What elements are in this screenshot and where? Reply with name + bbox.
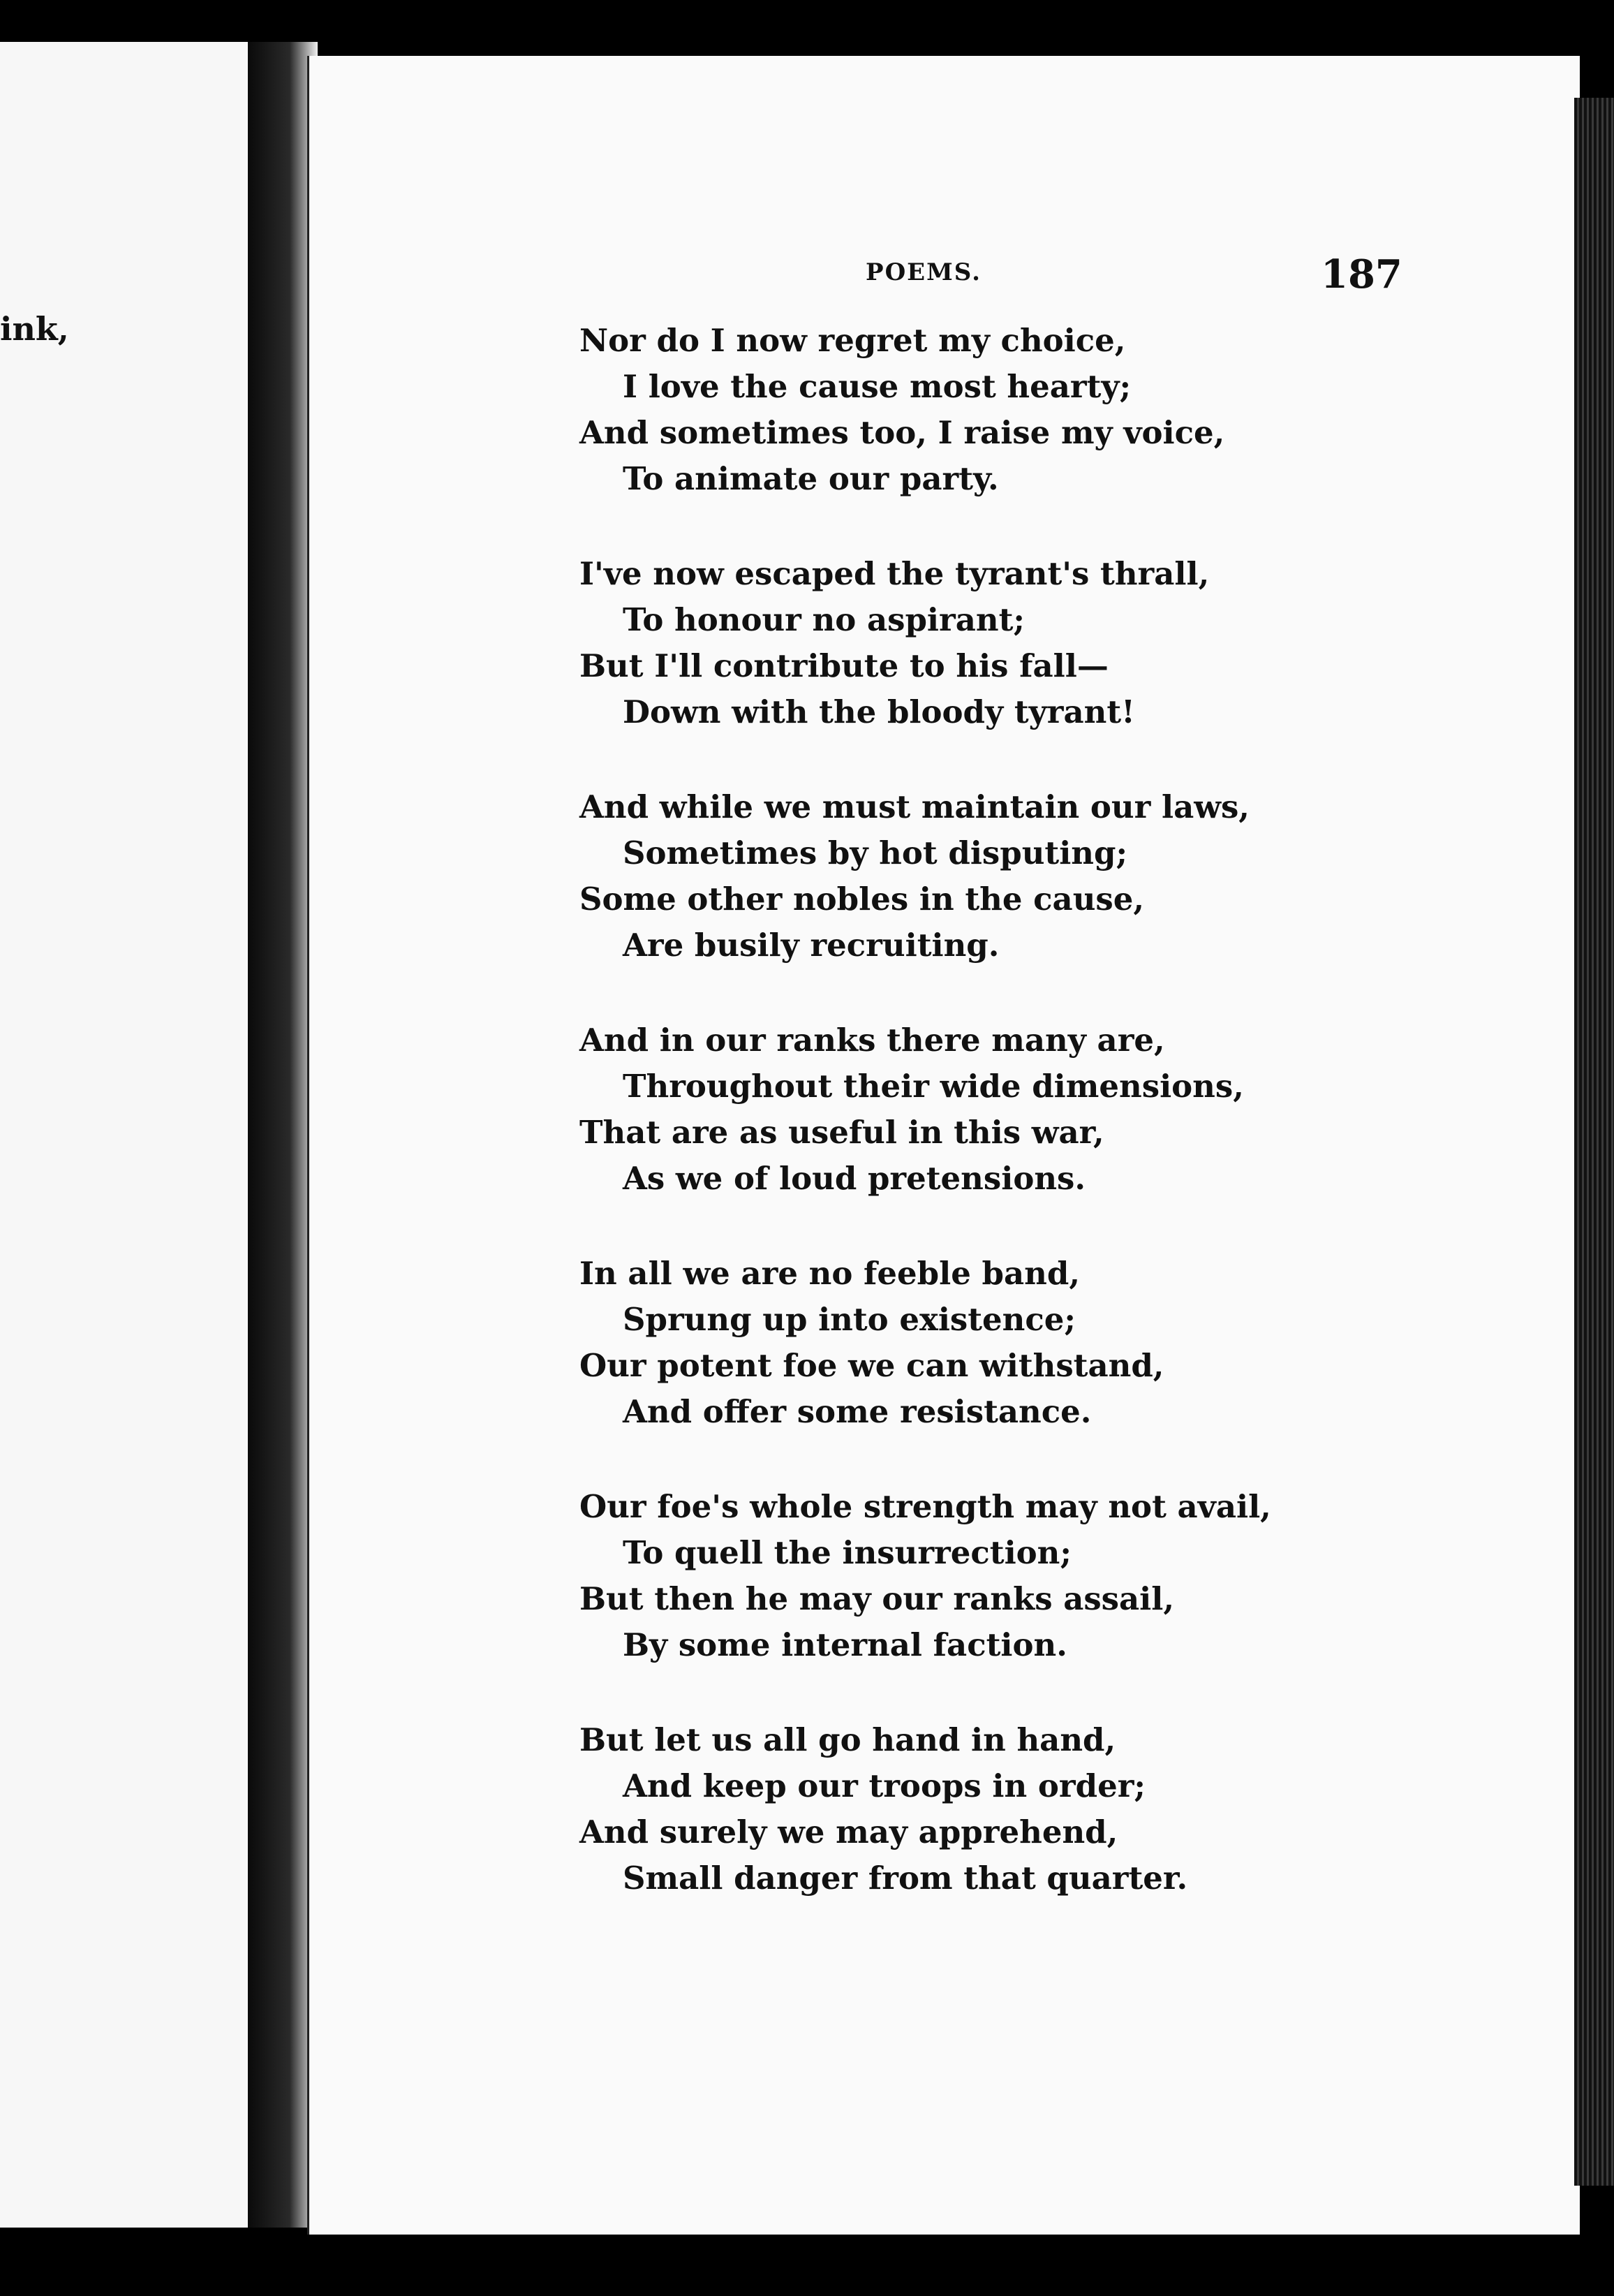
- poem-line: To quell the insurrection;: [623, 1534, 1072, 1571]
- poem-line: Sprung up into existence;: [623, 1301, 1076, 1338]
- poem-line: Are busily recruiting.: [623, 927, 1000, 964]
- poem-line: And while we must maintain our laws,: [579, 788, 1250, 825]
- poem-line: And offer some resistance.: [623, 1393, 1092, 1430]
- stanza: [579, 318, 1557, 502]
- poem-line: To honour no aspirant;: [623, 601, 1025, 638]
- poem-line: I love the cause most hearty;: [623, 368, 1132, 405]
- poem-line: To animate our party.: [623, 460, 999, 497]
- poem-line: By some internal faction.: [623, 1626, 1067, 1663]
- page-edges: [1574, 98, 1614, 2186]
- poem-line: That are as useful in this war,: [579, 1114, 1104, 1151]
- poem-line: As we of loud pretensions.: [623, 1160, 1086, 1197]
- poem-line: In all we are no feeble band,: [579, 1255, 1080, 1292]
- stanza: [579, 1484, 1557, 1668]
- running-title: POEMS.: [866, 258, 982, 286]
- poem-line: Our potent foe we can withstand,: [579, 1347, 1164, 1384]
- poem-line: But let us all go hand in hand,: [579, 1721, 1116, 1758]
- poem-line: But then he may our ranks assail,: [579, 1580, 1175, 1617]
- poem-line: And keep our troops in order;: [623, 1767, 1146, 1804]
- stanza: [579, 551, 1557, 735]
- poem-line: And surely we may apprehend,: [579, 1813, 1118, 1850]
- poem-line: Down with the bloody tyrant!: [623, 693, 1135, 730]
- previous-page: [0, 42, 252, 2228]
- poem-line: Sometimes by hot disputing;: [623, 834, 1128, 871]
- stanza: [579, 784, 1557, 969]
- stanza: [579, 1251, 1557, 1435]
- stanza: [579, 1017, 1557, 1202]
- poem-line: And in our ranks there many are,: [579, 1022, 1165, 1059]
- poem-line: And sometimes too, I raise my voice,: [579, 414, 1225, 451]
- poem-line: I've now escaped the tyrant's thrall,: [579, 555, 1210, 592]
- stanza: [579, 1717, 1557, 1901]
- page-number: 187: [1321, 251, 1402, 297]
- poem-line: But I'll contribute to his fall—: [579, 647, 1109, 684]
- poem-line: Throughout their wide dimensions,: [623, 1068, 1244, 1105]
- previous-page-text-fragment: ink,: [0, 310, 69, 348]
- poem-line: Nor do I now regret my choice,: [579, 322, 1126, 359]
- poem-line: Some other nobles in the cause,: [579, 881, 1145, 918]
- poem-line: Our foe's whole strength may not avail,: [579, 1488, 1271, 1525]
- poem-text: [579, 318, 1557, 1950]
- poem-line: Small danger from that quarter.: [623, 1860, 1188, 1897]
